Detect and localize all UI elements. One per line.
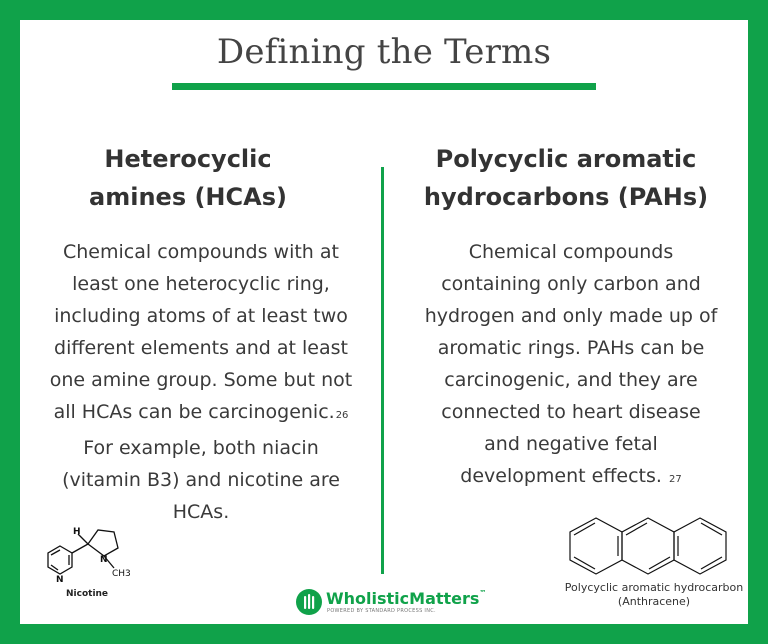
pah-line: aromatic rings. PAHs can be (437, 337, 705, 359)
hca-line: least one heterocyclic ring, (72, 273, 330, 295)
atom-n-ring-label: N (100, 555, 108, 565)
hca-line: Chemical compounds with at (63, 241, 339, 263)
hca-definition (30, 236, 372, 528)
hca-heading-line1: Heterocyclic (104, 145, 272, 173)
pah-heading-line2: hydrocarbons (PAHs) (423, 183, 709, 211)
pah-line-cited (398, 460, 744, 496)
anthracene-caption-line1: Polycyclic aromatic hydrocarbon (564, 581, 744, 594)
logo-name: WholisticMatters (326, 589, 480, 608)
column-divider (381, 167, 384, 574)
hca-line: all HCAs can be carcinogenic. (53, 401, 335, 423)
anthracene-caption-line2: (Anthracene) (617, 595, 691, 608)
logo-wordmark (326, 589, 486, 608)
methyl-label: CH3 (112, 569, 131, 579)
pah-line: hydrogen and only made up of (424, 305, 718, 327)
pah-definition (398, 236, 744, 496)
page-title: Defining the Terms (216, 32, 552, 72)
pah-line: containing only carbon and (441, 273, 701, 295)
hca-line: For example, both niacin (83, 437, 319, 459)
atom-n-pyridine-label: N (56, 575, 64, 585)
title-underline (172, 83, 596, 90)
citation-26: 26 (335, 410, 349, 421)
trademark-symbol: ™ (479, 589, 487, 597)
logo-tagline: POWERED BY STANDARD PROCESS INC. (327, 608, 436, 614)
wholisticmatters-logo (296, 589, 487, 619)
pah-line: Chemical compounds (468, 241, 674, 263)
pah-line: and negative fetal (484, 433, 658, 455)
pah-line: development effects. (460, 465, 662, 487)
anthracene-caption (556, 581, 752, 609)
atom-h-label: H (73, 527, 81, 537)
hca-line: one amine group. Some but not (49, 369, 353, 391)
hca-line: including atoms of at least two (54, 305, 348, 327)
hca-line: (vitamin B3) and nicotine are (62, 469, 340, 491)
anthracene-structure-icon (566, 514, 742, 580)
pah-heading (402, 140, 730, 216)
hca-line: different elements and at least (54, 337, 348, 359)
citation-27: 27 (669, 474, 682, 485)
hca-line-cited (30, 396, 372, 432)
pah-line: carcinogenic, and they are (444, 369, 698, 391)
nicotine-label: Nicotine (66, 589, 109, 599)
hca-line: HCAs. (172, 501, 230, 523)
hca-heading (60, 140, 316, 216)
pah-heading-line1: Polycyclic aromatic (435, 145, 697, 173)
hca-heading-line2: amines (HCAs) (89, 183, 287, 211)
pah-line: connected to heart disease (441, 401, 701, 423)
leaf-logo-icon (296, 589, 322, 615)
